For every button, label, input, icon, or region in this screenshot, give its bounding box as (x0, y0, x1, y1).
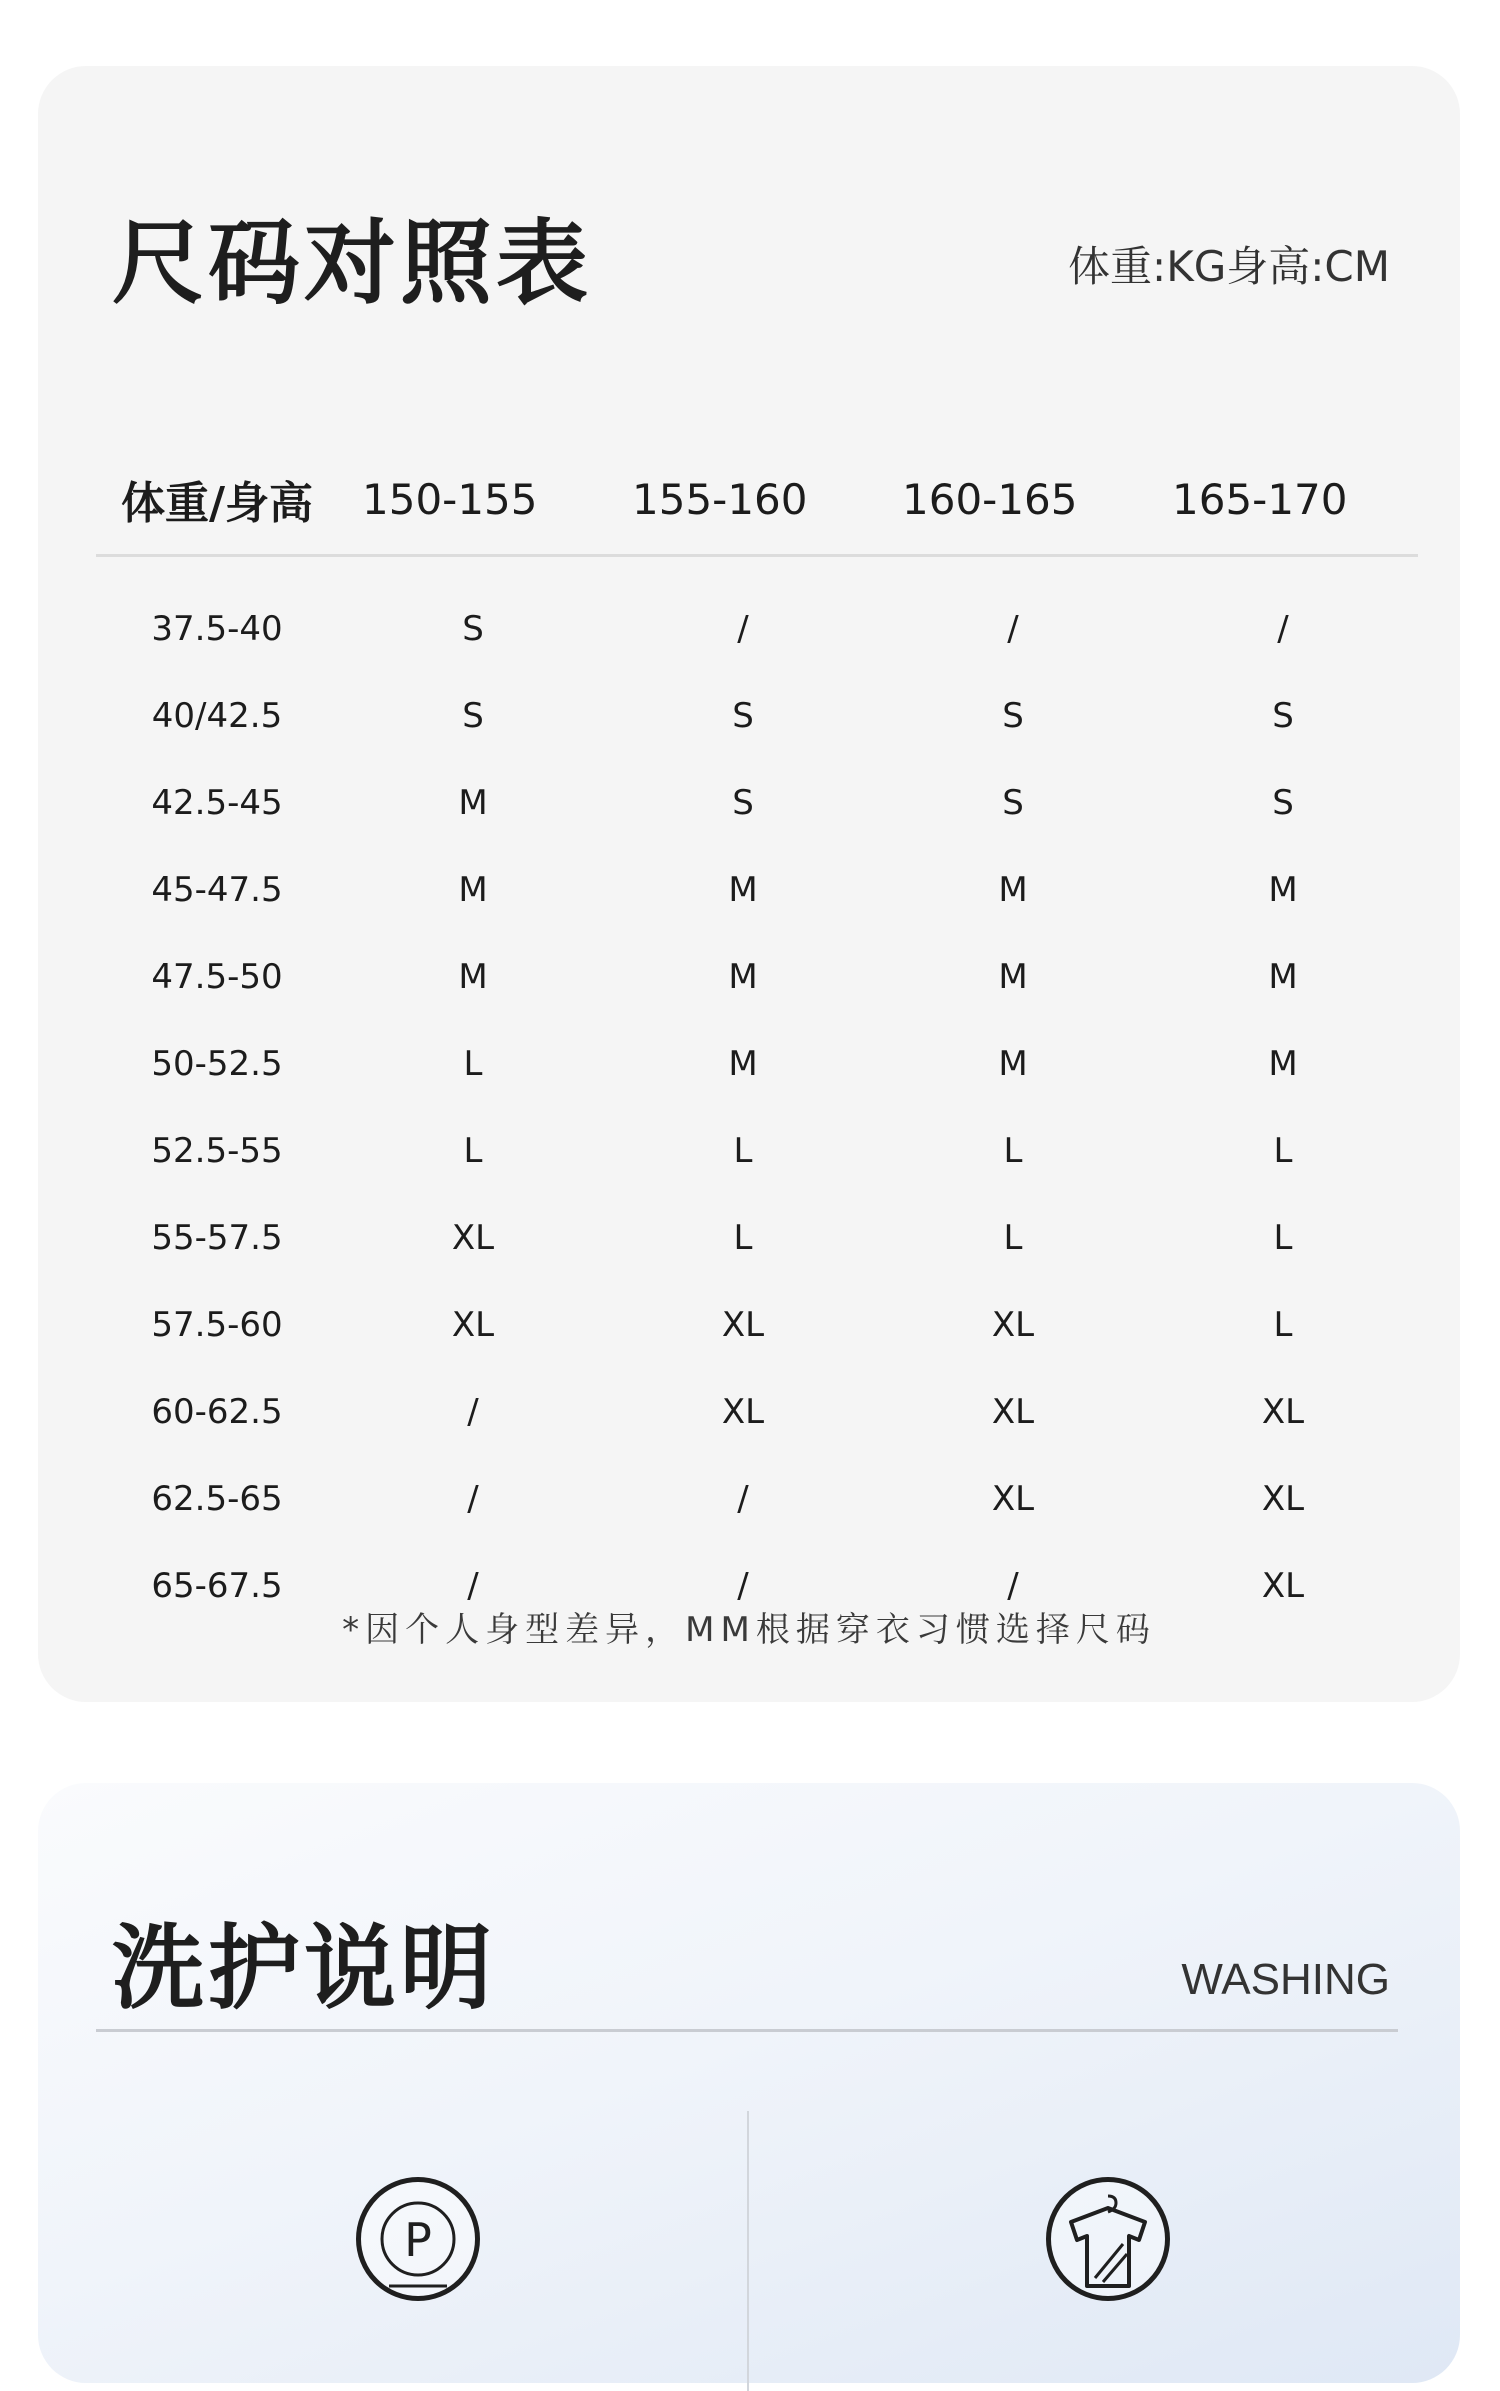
size-cell: / (1007, 1565, 1019, 1606)
size-chart-card (38, 66, 1460, 1702)
washing-card (38, 1783, 1460, 2383)
dry-clean-glyph: P (404, 2213, 432, 2267)
weight-range-cell: 37.5-40 (151, 608, 283, 649)
size-cell: L (1003, 1130, 1023, 1171)
size-cell: M (998, 869, 1028, 910)
size-cell: L (733, 1130, 753, 1171)
size-chart-unit-label: 体重:KG身高:CM (1068, 242, 1390, 291)
size-cell: S (732, 782, 754, 823)
size-cell: L (1273, 1217, 1293, 1258)
size-cell: / (1007, 608, 1019, 649)
weight-range-cell: 45-47.5 (151, 869, 283, 910)
table-row (96, 846, 1418, 933)
size-cell: / (467, 1391, 479, 1432)
size-cell: XL (721, 1304, 765, 1345)
size-table-body (96, 556, 1418, 1630)
size-cell: L (463, 1043, 483, 1084)
size-cell: M (458, 956, 488, 997)
header-height-col-1: 150-155 (338, 444, 608, 556)
header-height-col-4: 165-170 (1148, 444, 1418, 556)
size-cell: S (1002, 695, 1024, 736)
size-cell: / (1277, 608, 1289, 649)
weight-range-cell: 42.5-45 (151, 782, 283, 823)
size-cell: M (728, 1043, 758, 1084)
table-row (96, 1368, 1418, 1455)
size-table (96, 444, 1418, 1629)
size-cell: L (463, 1130, 483, 1171)
size-cell: XL (451, 1217, 495, 1258)
size-cell: XL (1261, 1565, 1305, 1606)
weight-range-cell: 55-57.5 (151, 1217, 283, 1258)
size-cell: S (1272, 782, 1294, 823)
weight-range-cell: 47.5-50 (151, 956, 283, 997)
size-cell: XL (721, 1391, 765, 1432)
header-height-col-3: 160-165 (878, 444, 1148, 556)
dry-clean-p-icon-graphic (361, 2182, 475, 2296)
size-cell: L (1273, 1130, 1293, 1171)
size-cell: S (1272, 695, 1294, 736)
table-row (96, 1020, 1418, 1107)
size-cell: XL (1261, 1478, 1305, 1519)
size-cell: M (458, 782, 488, 823)
size-cell: L (1003, 1217, 1023, 1258)
size-cell: S (462, 608, 484, 649)
size-cell: S (1002, 782, 1024, 823)
size-cell: XL (991, 1391, 1035, 1432)
size-cell: XL (1261, 1391, 1305, 1432)
size-cell: / (467, 1565, 479, 1606)
washing-title: 洗护说明 (112, 1915, 497, 2022)
weight-range-cell: 65-67.5 (151, 1565, 283, 1606)
size-cell: XL (991, 1304, 1035, 1345)
washing-unit-label: WASHING (1181, 1955, 1390, 2004)
weight-range-cell: 62.5-65 (151, 1478, 283, 1519)
size-table-header-row (96, 444, 1418, 556)
table-row (96, 933, 1418, 1020)
size-cell: / (737, 608, 749, 649)
table-spacer (96, 556, 1418, 586)
weight-range-cell: 52.5-55 (151, 1130, 283, 1171)
table-row (96, 672, 1418, 759)
washing-column-divider (747, 2111, 749, 2391)
size-cell: / (467, 1478, 479, 1519)
weight-range-cell: 40/42.5 (151, 695, 283, 736)
washing-divider (96, 2029, 1398, 2032)
size-cell: XL (991, 1478, 1035, 1519)
size-cell: M (728, 956, 758, 997)
weight-range-cell: 57.5-60 (151, 1304, 283, 1345)
header-height-col-2: 155-160 (608, 444, 878, 556)
hang-dry-shirt-icon (1046, 2177, 1170, 2301)
size-cell: M (998, 1043, 1028, 1084)
table-row (96, 585, 1418, 672)
size-cell: M (1268, 1043, 1298, 1084)
weight-range-cell: 50-52.5 (151, 1043, 283, 1084)
table-row (96, 1455, 1418, 1542)
table-row (96, 1281, 1418, 1368)
size-cell: L (1273, 1304, 1293, 1345)
size-cell: / (737, 1565, 749, 1606)
table-row (96, 759, 1418, 846)
table-row (96, 1107, 1418, 1194)
size-chart-title: 尺码对照表 (112, 210, 593, 317)
size-cell: XL (451, 1304, 495, 1345)
size-cell: M (458, 869, 488, 910)
size-chart-note: *因个人身型差异，MM根据穿衣习惯选择尺码 (342, 1610, 1156, 1650)
hang-dry-shirt-icon-graphic (1051, 2182, 1165, 2296)
size-cell: / (737, 1478, 749, 1519)
size-cell: S (732, 695, 754, 736)
size-cell: M (1268, 956, 1298, 997)
size-cell: M (728, 869, 758, 910)
size-cell: S (462, 695, 484, 736)
header-weight-height: 体重/身高 (96, 444, 338, 556)
size-cell: M (1268, 869, 1298, 910)
size-cell: M (998, 956, 1028, 997)
table-row (96, 1194, 1418, 1281)
weight-range-cell: 60-62.5 (151, 1391, 283, 1432)
size-cell: L (733, 1217, 753, 1258)
dry-clean-p-icon (356, 2177, 480, 2301)
